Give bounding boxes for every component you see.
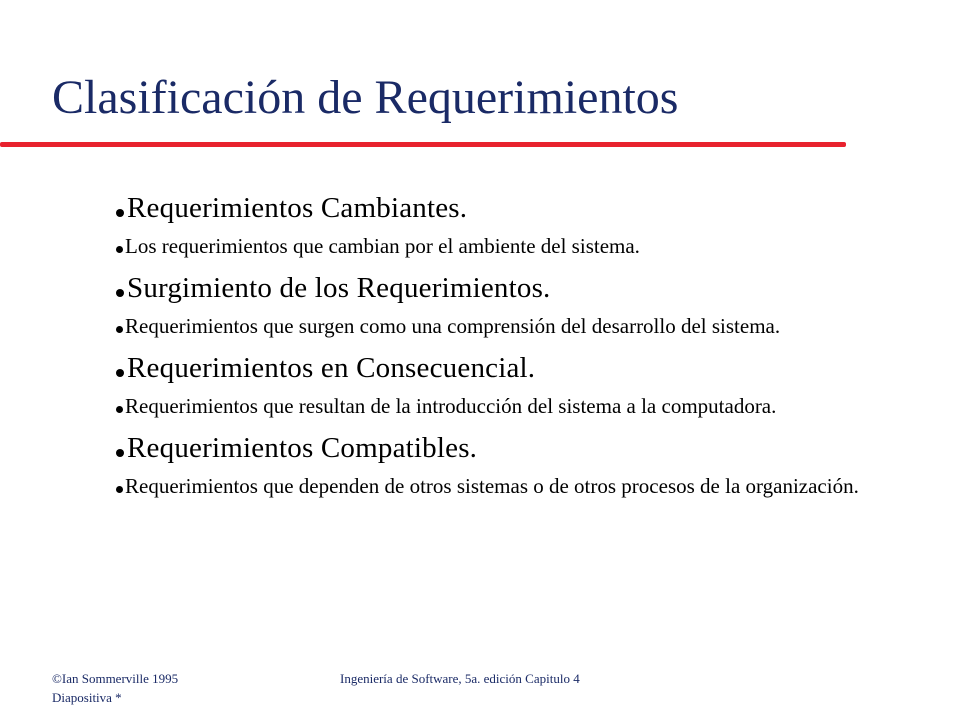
bullet-item-main [116,190,916,226]
bullet-item-sub [116,472,906,501]
bullet-text: Surgimiento de los Requerimientos. [127,272,551,304]
bullet-item-main [116,270,916,306]
bullet-dot-icon [116,326,123,333]
bullet-text: Requerimientos en Consecuencial. [127,352,536,384]
bullet-text: Requerimientos que dependen de otros sistemas o de otros procesos de la organización. [125,474,859,498]
bullet-item-sub [116,232,906,261]
bullet-item-sub [116,392,906,421]
bullet-item-sub [116,312,906,341]
bullet-dot-icon [116,246,123,253]
footer-copyright: ©Ian Sommerville 1995 [52,671,179,686]
bullet-dot-icon [116,209,124,217]
title-underline [0,142,846,147]
slide-title: Clasificación de Requerimientos [52,71,679,124]
footer-book-title: Ingeniería de Software, 5a. edición Capitulo 4 [340,671,580,686]
bullet-item-main [116,430,916,466]
bullet-text: Requerimientos que surgen como una comprensión del desarrollo del sistema. [125,314,781,338]
bullet-item-main [116,350,916,386]
footer-slide-label: Diapositiva * [52,690,122,705]
bullet-dot-icon [116,289,124,297]
bullet-list [116,190,916,510]
bullet-dot-icon [116,406,123,413]
bullet-text: Requerimientos que resultan de la introducción del sistema a la computadora. [125,394,777,418]
bullet-dot-icon [116,486,123,493]
bullet-dot-icon [116,449,124,457]
bullet-dot-icon [116,369,124,377]
bullet-text: Los requerimientos que cambian por el ambiente del sistema. [125,234,640,258]
bullet-text: Requerimientos Compatibles. [127,432,478,464]
footer-left [52,669,178,707]
bullet-text: Requerimientos Cambiantes. [127,192,468,224]
